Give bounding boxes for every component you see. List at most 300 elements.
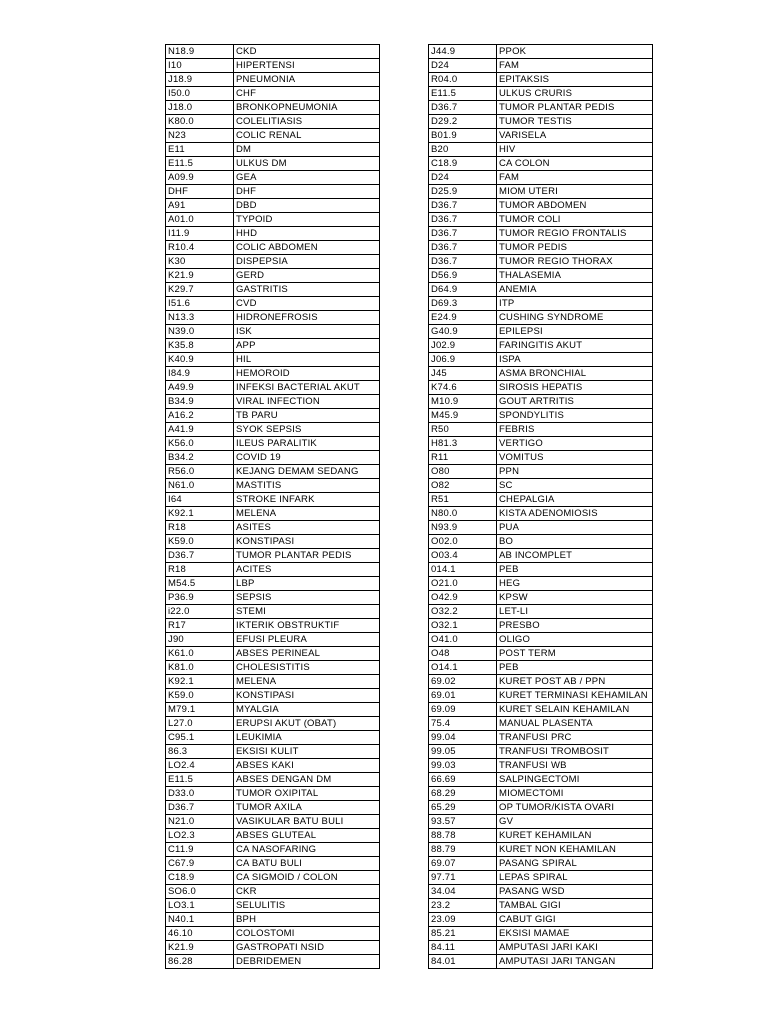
table-row bbox=[166, 269, 380, 283]
diagnosis-name-cell: STEMI bbox=[234, 605, 380, 619]
diagnosis-name-cell: OP TUMOR/KISTA OVARI bbox=[497, 801, 653, 815]
diagnosis-name-cell: POST TERM bbox=[497, 647, 653, 661]
diagnosis-name-cell: CHEPALGIA bbox=[497, 493, 653, 507]
diagnosis-name-cell: TUMOR OXIPITAL bbox=[234, 787, 380, 801]
table-row bbox=[429, 409, 653, 423]
diagnosis-name-cell: TUMOR AXILA bbox=[234, 801, 380, 815]
table-row bbox=[166, 493, 380, 507]
diagnosis-name-cell: SYOK SEPSIS bbox=[234, 423, 380, 437]
diagnosis-code-cell: B20 bbox=[429, 143, 497, 157]
diagnosis-code-cell: C18.9 bbox=[166, 871, 234, 885]
diagnosis-name-cell: PPOK bbox=[497, 45, 653, 59]
table-row bbox=[429, 493, 653, 507]
diagnosis-name-cell: KPSW bbox=[497, 591, 653, 605]
table-row bbox=[166, 423, 380, 437]
diagnosis-code-cell: E11.5 bbox=[166, 157, 234, 171]
diagnosis-code-cell: O21.0 bbox=[429, 577, 497, 591]
table-row bbox=[166, 325, 380, 339]
table-row bbox=[429, 549, 653, 563]
table-row bbox=[166, 241, 380, 255]
diagnosis-code-cell: A91 bbox=[166, 199, 234, 213]
diagnosis-name-cell: KONSTIPASI bbox=[234, 535, 380, 549]
diagnosis-name-cell: GEA bbox=[234, 171, 380, 185]
table-row bbox=[166, 129, 380, 143]
table-row bbox=[429, 927, 653, 941]
table-row bbox=[429, 381, 653, 395]
diagnosis-code-cell: O03.4 bbox=[429, 549, 497, 563]
diagnosis-code-cell: D36.7 bbox=[429, 255, 497, 269]
diagnosis-code-cell: O48 bbox=[429, 647, 497, 661]
diagnosis-name-cell: EKSISI MAMAE bbox=[497, 927, 653, 941]
diagnosis-code-cell: 23.2 bbox=[429, 899, 497, 913]
table-row bbox=[429, 829, 653, 843]
table-row bbox=[166, 941, 380, 955]
diagnosis-name-cell: MIOMECTOMI bbox=[497, 787, 653, 801]
table-row bbox=[429, 815, 653, 829]
diagnosis-name-cell: TUMOR PEDIS bbox=[497, 241, 653, 255]
diagnosis-code-cell: R18 bbox=[166, 563, 234, 577]
table-row bbox=[166, 549, 380, 563]
table-row bbox=[166, 465, 380, 479]
table-row bbox=[166, 297, 380, 311]
diagnosis-name-cell: LBP bbox=[234, 577, 380, 591]
table-row bbox=[166, 115, 380, 129]
table-row bbox=[166, 227, 380, 241]
diagnosis-name-cell: ABSES KAKI bbox=[234, 759, 380, 773]
diagnosis-code-cell: I11.9 bbox=[166, 227, 234, 241]
diagnosis-code-cell: 65.29 bbox=[429, 801, 497, 815]
diagnosis-name-cell: STROKE INFARK bbox=[234, 493, 380, 507]
diagnosis-code-cell: LO3.1 bbox=[166, 899, 234, 913]
diagnosis-name-cell: HIDRONEFROSIS bbox=[234, 311, 380, 325]
table-row bbox=[429, 759, 653, 773]
table-row bbox=[429, 143, 653, 157]
diagnosis-code-cell: i22.0 bbox=[166, 605, 234, 619]
diagnosis-code-cell: B01.9 bbox=[429, 129, 497, 143]
diagnosis-code-cell: D25.9 bbox=[429, 185, 497, 199]
diagnosis-code-cell: K21.9 bbox=[166, 269, 234, 283]
diagnosis-name-cell: TB PARU bbox=[234, 409, 380, 423]
table-row bbox=[429, 395, 653, 409]
diagnosis-name-cell: CA NASOFARING bbox=[234, 843, 380, 857]
table-row bbox=[429, 787, 653, 801]
diagnosis-code-cell: K80.0 bbox=[166, 115, 234, 129]
diagnosis-name-cell: VOMITUS bbox=[497, 451, 653, 465]
diagnosis-code-cell: N93.9 bbox=[429, 521, 497, 535]
left-code-table bbox=[165, 44, 380, 969]
diagnosis-code-cell: 69.07 bbox=[429, 857, 497, 871]
table-row bbox=[429, 129, 653, 143]
table-row bbox=[429, 689, 653, 703]
diagnosis-code-cell: D36.7 bbox=[429, 213, 497, 227]
diagnosis-code-cell: K59.0 bbox=[166, 689, 234, 703]
diagnosis-code-cell: D36.7 bbox=[166, 549, 234, 563]
diagnosis-name-cell: CVD bbox=[234, 297, 380, 311]
diagnosis-code-cell: LO2.3 bbox=[166, 829, 234, 843]
table-row bbox=[429, 297, 653, 311]
diagnosis-code-cell: H81.3 bbox=[429, 437, 497, 451]
table-row bbox=[166, 955, 380, 969]
diagnosis-name-cell: KURET NON KEHAMILAN bbox=[497, 843, 653, 857]
table-row bbox=[429, 87, 653, 101]
diagnosis-name-cell: CHF bbox=[234, 87, 380, 101]
diagnosis-name-cell: HIPERTENSI bbox=[234, 59, 380, 73]
diagnosis-name-cell: KURET KEHAMILAN bbox=[497, 829, 653, 843]
diagnosis-code-cell: I50.0 bbox=[166, 87, 234, 101]
diagnosis-name-cell: DHF bbox=[234, 185, 380, 199]
table-row bbox=[166, 87, 380, 101]
diagnosis-code-cell: G40.9 bbox=[429, 325, 497, 339]
diagnosis-code-cell: 69.09 bbox=[429, 703, 497, 717]
diagnosis-name-cell: THALASEMIA bbox=[497, 269, 653, 283]
table-row bbox=[429, 591, 653, 605]
table-row bbox=[429, 227, 653, 241]
table-row bbox=[429, 675, 653, 689]
table-row bbox=[429, 507, 653, 521]
table-row bbox=[429, 605, 653, 619]
table-row bbox=[166, 437, 380, 451]
table-row bbox=[166, 353, 380, 367]
table-row bbox=[166, 787, 380, 801]
diagnosis-code-cell: D29.2 bbox=[429, 115, 497, 129]
table-row bbox=[166, 255, 380, 269]
table-row bbox=[429, 339, 653, 353]
diagnosis-name-cell: EKSISI KULIT bbox=[234, 745, 380, 759]
table-row bbox=[166, 521, 380, 535]
diagnosis-name-cell: EPILEPSI bbox=[497, 325, 653, 339]
table-row bbox=[166, 563, 380, 577]
table-row bbox=[166, 605, 380, 619]
table-row bbox=[166, 395, 380, 409]
diagnosis-code-cell: R04.0 bbox=[429, 73, 497, 87]
diagnosis-code-cell: K61.0 bbox=[166, 647, 234, 661]
left-code-table-body bbox=[166, 45, 380, 969]
table-row bbox=[166, 157, 380, 171]
diagnosis-code-cell: N40.1 bbox=[166, 913, 234, 927]
diagnosis-name-cell: COVID 19 bbox=[234, 451, 380, 465]
table-row bbox=[166, 45, 380, 59]
diagnosis-name-cell: KONSTIPASI bbox=[234, 689, 380, 703]
diagnosis-code-cell: 86.3 bbox=[166, 745, 234, 759]
diagnosis-name-cell: CUSHING SYNDROME bbox=[497, 311, 653, 325]
table-row bbox=[166, 185, 380, 199]
diagnosis-code-cell: A01.0 bbox=[166, 213, 234, 227]
diagnosis-code-cell: N21.0 bbox=[166, 815, 234, 829]
table-row bbox=[429, 619, 653, 633]
diagnosis-code-cell: O32.1 bbox=[429, 619, 497, 633]
diagnosis-code-cell: O32.2 bbox=[429, 605, 497, 619]
diagnosis-code-cell: B34.2 bbox=[166, 451, 234, 465]
diagnosis-code-cell: 66.69 bbox=[429, 773, 497, 787]
table-row bbox=[166, 535, 380, 549]
table-row bbox=[429, 801, 653, 815]
diagnosis-code-cell: R17 bbox=[166, 619, 234, 633]
diagnosis-name-cell: ASITES bbox=[234, 521, 380, 535]
diagnosis-name-cell: MELENA bbox=[234, 507, 380, 521]
table-row bbox=[429, 283, 653, 297]
table-row bbox=[166, 661, 380, 675]
table-row bbox=[166, 479, 380, 493]
table-row bbox=[429, 185, 653, 199]
table-row bbox=[429, 101, 653, 115]
table-row bbox=[166, 647, 380, 661]
diagnosis-name-cell: GASTRITIS bbox=[234, 283, 380, 297]
table-row bbox=[429, 955, 653, 969]
diagnosis-code-cell: K59.0 bbox=[166, 535, 234, 549]
diagnosis-name-cell: DM bbox=[234, 143, 380, 157]
diagnosis-code-cell: M54.5 bbox=[166, 577, 234, 591]
diagnosis-name-cell: KEJANG DEMAM SEDANG bbox=[234, 465, 380, 479]
diagnosis-name-cell: VARISELA bbox=[497, 129, 653, 143]
diagnosis-name-cell: SALPINGECTOMI bbox=[497, 773, 653, 787]
diagnosis-name-cell: HEG bbox=[497, 577, 653, 591]
diagnosis-name-cell: KURET SELAIN KEHAMILAN bbox=[497, 703, 653, 717]
diagnosis-name-cell: CHOLESISTITIS bbox=[234, 661, 380, 675]
diagnosis-name-cell: ASMA BRONCHIAL bbox=[497, 367, 653, 381]
table-row bbox=[429, 213, 653, 227]
diagnosis-code-cell: R56.0 bbox=[166, 465, 234, 479]
diagnosis-name-cell: PASANG WSD bbox=[497, 885, 653, 899]
table-row bbox=[166, 619, 380, 633]
diagnosis-name-cell: GOUT ARTRITIS bbox=[497, 395, 653, 409]
diagnosis-code-cell: 69.01 bbox=[429, 689, 497, 703]
table-row bbox=[429, 633, 653, 647]
table-row bbox=[166, 591, 380, 605]
diagnosis-name-cell: HIV bbox=[497, 143, 653, 157]
diagnosis-name-cell: SEPSIS bbox=[234, 591, 380, 605]
diagnosis-code-cell: P36.9 bbox=[166, 591, 234, 605]
diagnosis-name-cell: MIOM UTERI bbox=[497, 185, 653, 199]
table-row bbox=[429, 857, 653, 871]
diagnosis-name-cell: TUMOR PLANTAR PEDIS bbox=[234, 549, 380, 563]
table-row bbox=[166, 689, 380, 703]
diagnosis-code-cell: 86.28 bbox=[166, 955, 234, 969]
diagnosis-code-cell: J90 bbox=[166, 633, 234, 647]
diagnosis-name-cell: LEUKIMIA bbox=[234, 731, 380, 745]
diagnosis-name-cell: CA COLON bbox=[497, 157, 653, 171]
diagnosis-name-cell: ACITES bbox=[234, 563, 380, 577]
diagnosis-code-cell: E24.9 bbox=[429, 311, 497, 325]
diagnosis-code-cell: I64 bbox=[166, 493, 234, 507]
table-row bbox=[429, 535, 653, 549]
diagnosis-code-cell: 69.02 bbox=[429, 675, 497, 689]
diagnosis-name-cell: TUMOR REGIO THORAX bbox=[497, 255, 653, 269]
diagnosis-code-cell: SO6.0 bbox=[166, 885, 234, 899]
table-row bbox=[429, 269, 653, 283]
table-row bbox=[429, 899, 653, 913]
diagnosis-name-cell: IKTERIK OBSTRUKTIF bbox=[234, 619, 380, 633]
table-row bbox=[429, 325, 653, 339]
diagnosis-code-cell: 014.1 bbox=[429, 563, 497, 577]
table-row bbox=[429, 479, 653, 493]
diagnosis-code-cell: 85.21 bbox=[429, 927, 497, 941]
diagnosis-code-cell: C18.9 bbox=[429, 157, 497, 171]
table-row bbox=[429, 703, 653, 717]
diagnosis-code-cell: K29.7 bbox=[166, 283, 234, 297]
table-row bbox=[429, 843, 653, 857]
table-row bbox=[429, 45, 653, 59]
diagnosis-code-cell: K35.8 bbox=[166, 339, 234, 353]
table-row bbox=[166, 815, 380, 829]
table-row bbox=[166, 59, 380, 73]
diagnosis-name-cell: KURET TERMINASI KEHAMILAN bbox=[497, 689, 653, 703]
table-row bbox=[166, 885, 380, 899]
diagnosis-code-cell: O82 bbox=[429, 479, 497, 493]
diagnosis-code-cell: 99.03 bbox=[429, 759, 497, 773]
diagnosis-name-cell: GERD bbox=[234, 269, 380, 283]
diagnosis-code-cell: N61.0 bbox=[166, 479, 234, 493]
table-row bbox=[429, 745, 653, 759]
table-row bbox=[429, 885, 653, 899]
diagnosis-name-cell: BO bbox=[497, 535, 653, 549]
diagnosis-name-cell: CKD bbox=[234, 45, 380, 59]
diagnosis-name-cell: CA SIGMOID / COLON bbox=[234, 871, 380, 885]
diagnosis-code-cell: K56.0 bbox=[166, 437, 234, 451]
diagnosis-code-cell: N80.0 bbox=[429, 507, 497, 521]
diagnosis-name-cell: FAM bbox=[497, 171, 653, 185]
table-row bbox=[429, 451, 653, 465]
table-row bbox=[166, 829, 380, 843]
diagnosis-name-cell: LEPAS SPIRAL bbox=[497, 871, 653, 885]
table-row bbox=[166, 913, 380, 927]
diagnosis-code-cell: J02.9 bbox=[429, 339, 497, 353]
table-row bbox=[429, 563, 653, 577]
table-row bbox=[166, 507, 380, 521]
table-row bbox=[166, 745, 380, 759]
diagnosis-code-cell: E11.5 bbox=[429, 87, 497, 101]
diagnosis-name-cell: MELENA bbox=[234, 675, 380, 689]
diagnosis-code-cell: D36.7 bbox=[429, 227, 497, 241]
diagnosis-code-cell: K21.9 bbox=[166, 941, 234, 955]
table-row bbox=[166, 857, 380, 871]
diagnosis-code-cell: O14.1 bbox=[429, 661, 497, 675]
diagnosis-code-cell: O42.9 bbox=[429, 591, 497, 605]
diagnosis-name-cell: ISPA bbox=[497, 353, 653, 367]
diagnosis-name-cell: TUMOR COLI bbox=[497, 213, 653, 227]
diagnosis-code-cell: D24 bbox=[429, 171, 497, 185]
diagnosis-name-cell: CA BATU BULI bbox=[234, 857, 380, 871]
diagnosis-code-cell: DHF bbox=[166, 185, 234, 199]
diagnosis-name-cell: COLIC ABDOMEN bbox=[234, 241, 380, 255]
diagnosis-code-cell: 84.11 bbox=[429, 941, 497, 955]
diagnosis-name-cell: EPITAKSIS bbox=[497, 73, 653, 87]
table-row bbox=[166, 717, 380, 731]
diagnosis-code-cell: R50 bbox=[429, 423, 497, 437]
diagnosis-name-cell: ERUPSI AKUT (OBAT) bbox=[234, 717, 380, 731]
diagnosis-code-cell: R51 bbox=[429, 493, 497, 507]
table-row bbox=[166, 773, 380, 787]
diagnosis-code-cell: C11.9 bbox=[166, 843, 234, 857]
right-code-table bbox=[428, 44, 653, 969]
diagnosis-name-cell: AMPUTASI JARI KAKI bbox=[497, 941, 653, 955]
diagnosis-name-cell: VIRAL INFECTION bbox=[234, 395, 380, 409]
diagnosis-name-cell: FAM bbox=[497, 59, 653, 73]
diagnosis-code-cell: A09.9 bbox=[166, 171, 234, 185]
table-row bbox=[166, 213, 380, 227]
diagnosis-name-cell: HIL bbox=[234, 353, 380, 367]
diagnosis-name-cell: PEB bbox=[497, 661, 653, 675]
diagnosis-name-cell: TUMOR TESTIS bbox=[497, 115, 653, 129]
diagnosis-name-cell: COLELITIASIS bbox=[234, 115, 380, 129]
table-row bbox=[429, 773, 653, 787]
diagnosis-code-cell: N18.9 bbox=[166, 45, 234, 59]
diagnosis-name-cell: MASTITIS bbox=[234, 479, 380, 493]
table-row bbox=[429, 367, 653, 381]
diagnosis-code-cell: J45 bbox=[429, 367, 497, 381]
diagnosis-code-cell: D69.3 bbox=[429, 297, 497, 311]
diagnosis-name-cell: VASIKULAR BATU BULI bbox=[234, 815, 380, 829]
diagnosis-name-cell: ABSES PERINEAL bbox=[234, 647, 380, 661]
diagnosis-code-cell: K81.0 bbox=[166, 661, 234, 675]
table-row bbox=[166, 339, 380, 353]
table-row bbox=[166, 73, 380, 87]
table-row bbox=[166, 409, 380, 423]
diagnosis-code-cell: E11.5 bbox=[166, 773, 234, 787]
diagnosis-code-cell: I84.9 bbox=[166, 367, 234, 381]
diagnosis-name-cell: AB INCOMPLET bbox=[497, 549, 653, 563]
diagnosis-code-cell: D56.9 bbox=[429, 269, 497, 283]
table-row bbox=[166, 143, 380, 157]
diagnosis-code-cell: R18 bbox=[166, 521, 234, 535]
diagnosis-name-cell: APP bbox=[234, 339, 380, 353]
diagnosis-code-cell: M45.9 bbox=[429, 409, 497, 423]
diagnosis-code-cell: 46.10 bbox=[166, 927, 234, 941]
table-row bbox=[166, 871, 380, 885]
table-row bbox=[429, 241, 653, 255]
table-row bbox=[429, 731, 653, 745]
table-row bbox=[429, 647, 653, 661]
diagnosis-code-cell: K40.9 bbox=[166, 353, 234, 367]
table-row bbox=[429, 59, 653, 73]
diagnosis-name-cell: EFUSI PLEURA bbox=[234, 633, 380, 647]
diagnosis-code-cell: 93.57 bbox=[429, 815, 497, 829]
diagnosis-name-cell: LET-LI bbox=[497, 605, 653, 619]
diagnosis-code-cell: O02.0 bbox=[429, 535, 497, 549]
diagnosis-code-cell: A49.9 bbox=[166, 381, 234, 395]
diagnosis-code-cell: K30 bbox=[166, 255, 234, 269]
table-row bbox=[429, 717, 653, 731]
diagnosis-name-cell: ITP bbox=[497, 297, 653, 311]
diagnosis-name-cell: CABUT GIGI bbox=[497, 913, 653, 927]
diagnosis-name-cell: CKR bbox=[234, 885, 380, 899]
diagnosis-name-cell: TYPOID bbox=[234, 213, 380, 227]
diagnosis-name-cell: KISTA ADENOMIOSIS bbox=[497, 507, 653, 521]
table-row bbox=[429, 423, 653, 437]
diagnosis-name-cell: INFEKSI BACTERIAL AKUT bbox=[234, 381, 380, 395]
diagnosis-code-cell: D36.7 bbox=[429, 199, 497, 213]
diagnosis-code-cell: 97.71 bbox=[429, 871, 497, 885]
diagnosis-name-cell: VERTIGO bbox=[497, 437, 653, 451]
diagnosis-name-cell: DBD bbox=[234, 199, 380, 213]
table-row bbox=[166, 801, 380, 815]
diagnosis-code-cell: K74.6 bbox=[429, 381, 497, 395]
diagnosis-name-cell: PPN bbox=[497, 465, 653, 479]
diagnosis-code-cell: O41.0 bbox=[429, 633, 497, 647]
table-row bbox=[429, 199, 653, 213]
diagnosis-code-cell: J44.9 bbox=[429, 45, 497, 59]
diagnosis-name-cell: ABSES GLUTEAL bbox=[234, 829, 380, 843]
table-row bbox=[429, 941, 653, 955]
diagnosis-code-cell: R10.4 bbox=[166, 241, 234, 255]
table-row bbox=[166, 367, 380, 381]
diagnosis-name-cell: SIROSIS HEPATIS bbox=[497, 381, 653, 395]
diagnosis-code-cell: LO2.4 bbox=[166, 759, 234, 773]
diagnosis-code-cell: N39.0 bbox=[166, 325, 234, 339]
diagnosis-name-cell: BRONKOPNEUMONIA bbox=[234, 101, 380, 115]
table-row bbox=[429, 871, 653, 885]
diagnosis-code-cell: D33.0 bbox=[166, 787, 234, 801]
right-code-table-body bbox=[429, 45, 653, 969]
